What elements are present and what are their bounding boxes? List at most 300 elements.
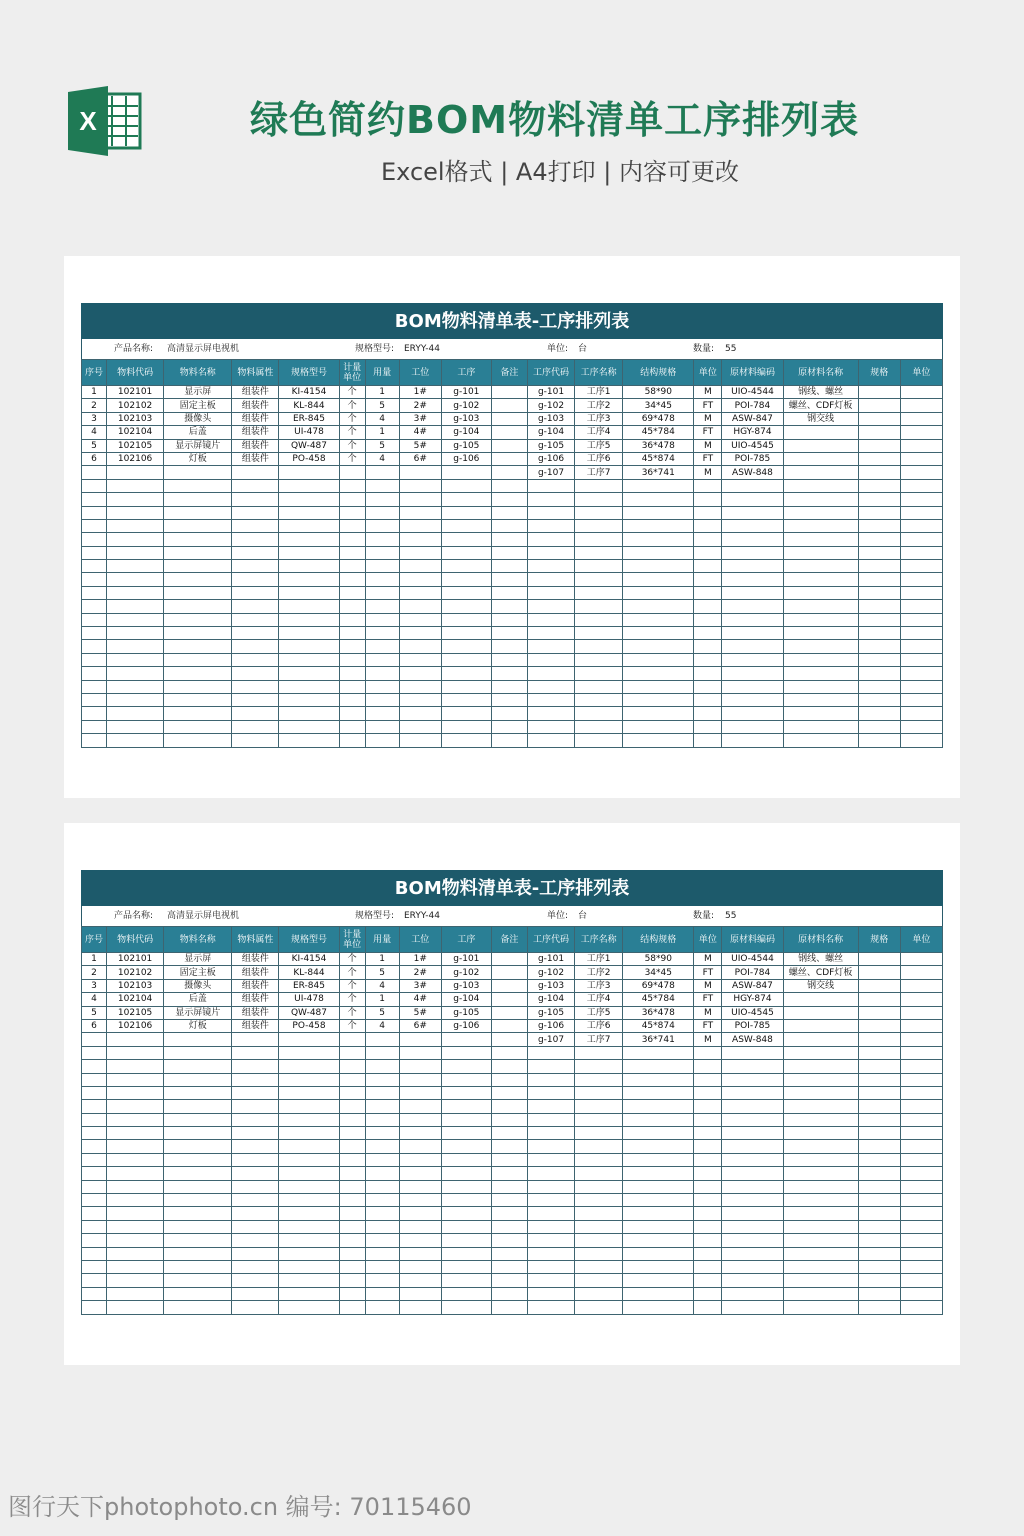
table-cell[interactable] [107,1260,164,1273]
table-cell[interactable] [858,1140,900,1153]
table-cell[interactable] [694,1113,722,1126]
table-cell[interactable] [858,1167,900,1180]
table-cell[interactable]: g-105 [527,439,574,452]
table-cell[interactable] [441,1073,491,1086]
table-cell[interactable] [858,573,900,586]
table-cell[interactable] [107,1287,164,1300]
table-cell[interactable] [623,1234,694,1247]
table-cell[interactable]: 灯板 [164,1019,232,1032]
table-cell[interactable] [82,720,107,733]
table-cell[interactable]: g-102 [441,966,491,979]
table-cell[interactable] [399,533,441,546]
table-cell[interactable] [858,1033,900,1046]
table-cell[interactable] [82,1153,107,1166]
table-cell[interactable] [722,1153,783,1166]
table-cell[interactable] [783,533,858,546]
table-cell[interactable] [527,653,574,666]
table-cell[interactable] [339,1073,365,1086]
table-cell[interactable] [527,546,574,559]
table-cell[interactable]: 6# [399,452,441,465]
table-cell[interactable] [694,1220,722,1233]
table-cell[interactable]: HGY-874 [722,426,783,439]
table-cell[interactable] [491,1127,527,1140]
table-cell[interactable] [858,479,900,492]
table-cell[interactable]: 组装件 [232,966,279,979]
table-cell[interactable] [279,667,339,680]
table-cell[interactable] [527,1301,574,1314]
table-cell[interactable] [399,1207,441,1220]
table-cell[interactable] [232,734,279,747]
table-cell[interactable] [164,1073,232,1086]
table-cell[interactable] [623,1301,694,1314]
table-cell[interactable]: 3# [399,412,441,425]
table-cell[interactable] [164,1287,232,1300]
table-cell[interactable] [527,600,574,613]
table-cell[interactable] [694,1180,722,1193]
table-cell[interactable]: 组装件 [232,386,279,399]
table-cell[interactable]: FT [694,426,722,439]
table-cell[interactable]: 1 [82,386,107,399]
table-cell[interactable] [900,452,942,465]
table-cell[interactable] [722,479,783,492]
table-cell[interactable] [441,1153,491,1166]
table-cell[interactable]: ASW-847 [722,412,783,425]
table-cell[interactable] [339,734,365,747]
table-cell[interactable]: ER-845 [279,979,339,992]
table-cell[interactable]: 钢线、螺丝 [783,953,858,966]
table-cell[interactable] [694,680,722,693]
table-cell[interactable] [279,1113,339,1126]
table-cell[interactable] [491,720,527,733]
table-cell[interactable] [399,1033,441,1046]
table-cell[interactable] [441,1127,491,1140]
table-cell[interactable] [575,653,623,666]
table-cell[interactable]: 个 [339,386,365,399]
table-cell[interactable] [900,439,942,452]
table-cell[interactable] [339,640,365,653]
table-cell[interactable] [232,493,279,506]
table-cell[interactable] [232,1180,279,1193]
table-cell[interactable] [694,1060,722,1073]
table-cell[interactable] [694,533,722,546]
table-cell[interactable] [783,466,858,479]
table-cell[interactable]: 102102 [107,399,164,412]
table-cell[interactable] [491,1113,527,1126]
table-cell[interactable] [491,1194,527,1207]
table-cell[interactable] [279,693,339,706]
table-cell[interactable] [694,627,722,640]
table-cell[interactable] [783,1167,858,1180]
table-cell[interactable] [399,1301,441,1314]
table-cell[interactable]: ER-845 [279,412,339,425]
table-cell[interactable] [82,546,107,559]
table-cell[interactable]: 组装件 [232,1019,279,1032]
table-cell[interactable] [491,734,527,747]
table-cell[interactable] [722,667,783,680]
table-cell[interactable]: 1# [399,953,441,966]
table-cell[interactable] [82,653,107,666]
table-cell[interactable] [783,693,858,706]
table-cell[interactable] [232,680,279,693]
table-cell[interactable] [527,1274,574,1287]
table-cell[interactable]: 5# [399,439,441,452]
table-cell[interactable] [107,1033,164,1046]
table-cell[interactable] [399,1060,441,1073]
table-cell[interactable] [491,1140,527,1153]
table-cell[interactable]: 4# [399,993,441,1006]
table-cell[interactable] [491,1033,527,1046]
table-cell[interactable] [623,600,694,613]
table-cell[interactable] [900,680,942,693]
table-cell[interactable] [107,1194,164,1207]
table-cell[interactable]: 102105 [107,1006,164,1019]
table-cell[interactable] [365,1153,399,1166]
table-cell[interactable] [491,1086,527,1099]
table-cell[interactable] [783,1006,858,1019]
table-cell[interactable] [623,653,694,666]
table-cell[interactable] [399,1046,441,1059]
table-cell[interactable] [900,1073,942,1086]
table-cell[interactable] [441,1194,491,1207]
table-cell[interactable] [232,1127,279,1140]
table-cell[interactable] [900,953,942,966]
table-cell[interactable] [783,452,858,465]
table-cell[interactable] [900,613,942,626]
table-cell[interactable] [575,479,623,492]
table-cell[interactable] [339,1180,365,1193]
table-cell[interactable] [900,1287,942,1300]
table-cell[interactable] [623,506,694,519]
table-cell[interactable] [399,1167,441,1180]
table-cell[interactable]: g-101 [527,953,574,966]
table-cell[interactable]: 工序6 [575,1019,623,1032]
table-cell[interactable]: M [694,1033,722,1046]
table-cell[interactable] [279,1060,339,1073]
table-cell[interactable]: 3 [82,412,107,425]
table-cell[interactable] [107,680,164,693]
table-cell[interactable] [858,399,900,412]
table-cell[interactable]: 3 [82,979,107,992]
table-cell[interactable] [527,1247,574,1260]
table-cell[interactable] [82,1086,107,1099]
table-cell[interactable] [623,586,694,599]
table-cell[interactable]: 组装件 [232,953,279,966]
table-cell[interactable] [399,1113,441,1126]
table-cell[interactable] [82,1207,107,1220]
table-cell[interactable] [279,1046,339,1059]
table-cell[interactable] [232,1153,279,1166]
table-cell[interactable] [783,720,858,733]
table-cell[interactable]: 个 [339,953,365,966]
table-cell[interactable]: 102103 [107,412,164,425]
table-cell[interactable] [232,1033,279,1046]
table-cell[interactable] [279,586,339,599]
table-cell[interactable] [164,1220,232,1233]
table-cell[interactable] [575,1260,623,1273]
table-cell[interactable] [399,1247,441,1260]
table-cell[interactable]: UI-478 [279,993,339,1006]
table-cell[interactable]: 45*874 [623,1019,694,1032]
table-cell[interactable] [575,720,623,733]
table-cell[interactable] [164,1046,232,1059]
table-cell[interactable] [527,533,574,546]
table-cell[interactable] [623,1140,694,1153]
table-cell[interactable] [339,1100,365,1113]
table-cell[interactable] [900,1060,942,1073]
table-cell[interactable]: g-103 [527,979,574,992]
table-cell[interactable] [722,653,783,666]
table-cell[interactable] [82,479,107,492]
table-cell[interactable] [279,1100,339,1113]
table-cell[interactable] [107,1113,164,1126]
table-cell[interactable] [441,546,491,559]
table-cell[interactable]: 组装件 [232,979,279,992]
table-cell[interactable] [783,1060,858,1073]
table-cell[interactable] [399,560,441,573]
table-cell[interactable] [900,426,942,439]
table-cell[interactable] [441,1046,491,1059]
table-cell[interactable]: 个 [339,1006,365,1019]
table-cell[interactable] [491,1220,527,1233]
table-cell[interactable]: g-104 [527,993,574,1006]
table-cell[interactable] [527,1060,574,1073]
table-cell[interactable] [900,734,942,747]
table-cell[interactable]: 个 [339,993,365,1006]
table-cell[interactable] [339,1234,365,1247]
table-cell[interactable] [399,546,441,559]
table-cell[interactable] [858,1127,900,1140]
table-cell[interactable] [107,1220,164,1233]
table-cell[interactable] [694,653,722,666]
table-cell[interactable] [694,573,722,586]
table-cell[interactable]: 1 [365,426,399,439]
table-cell[interactable] [722,546,783,559]
table-cell[interactable] [623,640,694,653]
table-cell[interactable] [527,720,574,733]
table-cell[interactable]: 2# [399,399,441,412]
table-cell[interactable]: g-104 [527,426,574,439]
table-cell[interactable]: 个 [339,399,365,412]
table-cell[interactable] [575,1180,623,1193]
table-cell[interactable] [279,1180,339,1193]
table-cell[interactable]: 3# [399,979,441,992]
table-cell[interactable] [858,1046,900,1059]
table-cell[interactable] [441,1180,491,1193]
table-cell[interactable] [164,1234,232,1247]
table-cell[interactable] [858,466,900,479]
table-cell[interactable]: g-105 [441,439,491,452]
table-cell[interactable] [107,1301,164,1314]
table-cell[interactable] [783,1140,858,1153]
table-cell[interactable]: 显示屏镜片 [164,1006,232,1019]
table-cell[interactable] [339,573,365,586]
table-cell[interactable]: 个 [339,966,365,979]
table-cell[interactable] [279,1073,339,1086]
table-cell[interactable] [575,573,623,586]
table-cell[interactable]: g-103 [441,412,491,425]
table-cell[interactable] [365,1033,399,1046]
table-cell[interactable] [365,720,399,733]
table-cell[interactable] [82,519,107,532]
table-cell[interactable] [527,1046,574,1059]
table-cell[interactable] [491,560,527,573]
table-cell[interactable] [82,1301,107,1314]
table-cell[interactable]: 102103 [107,979,164,992]
table-cell[interactable]: 4# [399,426,441,439]
table-cell[interactable] [365,1046,399,1059]
table-cell[interactable] [164,1260,232,1273]
table-cell[interactable] [107,506,164,519]
table-cell[interactable] [164,1113,232,1126]
table-cell[interactable] [365,1260,399,1273]
table-cell[interactable] [232,1207,279,1220]
table-cell[interactable] [694,479,722,492]
table-cell[interactable]: 工序4 [575,426,623,439]
table-cell[interactable]: 后盖 [164,993,232,1006]
table-cell[interactable] [527,493,574,506]
table-cell[interactable] [694,506,722,519]
table-cell[interactable] [575,1274,623,1287]
table-cell[interactable] [575,586,623,599]
table-cell[interactable] [575,1153,623,1166]
table-cell[interactable] [623,1207,694,1220]
table-cell[interactable] [279,1247,339,1260]
table-cell[interactable] [722,613,783,626]
table-cell[interactable] [694,1100,722,1113]
table-cell[interactable] [858,653,900,666]
table-cell[interactable] [399,693,441,706]
table-cell[interactable] [441,1207,491,1220]
table-cell[interactable]: 摄像头 [164,412,232,425]
table-cell[interactable] [82,667,107,680]
table-cell[interactable] [164,667,232,680]
table-cell[interactable] [527,586,574,599]
table-cell[interactable] [694,1234,722,1247]
table-cell[interactable] [232,519,279,532]
table-cell[interactable] [623,493,694,506]
table-cell[interactable]: 1 [82,953,107,966]
table-cell[interactable] [441,1247,491,1260]
table-cell[interactable] [232,1100,279,1113]
table-cell[interactable]: M [694,412,722,425]
table-cell[interactable]: 4 [82,426,107,439]
table-cell[interactable] [365,734,399,747]
table-cell[interactable]: g-104 [441,993,491,1006]
table-cell[interactable] [339,667,365,680]
table-cell[interactable] [164,573,232,586]
table-cell[interactable] [623,734,694,747]
table-cell[interactable]: ASW-847 [722,979,783,992]
table-cell[interactable] [900,493,942,506]
table-cell[interactable]: 5 [365,399,399,412]
table-cell[interactable] [623,720,694,733]
table-cell[interactable] [441,1140,491,1153]
table-cell[interactable] [900,506,942,519]
table-cell[interactable] [339,546,365,559]
table-cell[interactable] [365,519,399,532]
table-cell[interactable] [527,693,574,706]
table-cell[interactable] [399,586,441,599]
table-cell[interactable] [694,734,722,747]
table-cell[interactable] [527,734,574,747]
table-cell[interactable]: 36*741 [623,1033,694,1046]
table-cell[interactable] [279,519,339,532]
table-cell[interactable] [575,546,623,559]
table-cell[interactable] [694,1207,722,1220]
table-cell[interactable]: KL-844 [279,399,339,412]
table-cell[interactable]: 45*784 [623,426,694,439]
table-cell[interactable] [783,479,858,492]
table-cell[interactable] [82,1234,107,1247]
table-cell[interactable] [527,627,574,640]
table-cell[interactable]: g-106 [527,452,574,465]
table-cell[interactable] [623,667,694,680]
table-cell[interactable] [783,560,858,573]
table-cell[interactable] [339,1033,365,1046]
table-cell[interactable] [575,627,623,640]
table-cell[interactable] [900,1260,942,1273]
table-cell[interactable] [365,613,399,626]
table-cell[interactable] [232,1140,279,1153]
table-cell[interactable] [623,627,694,640]
table-cell[interactable] [441,466,491,479]
table-cell[interactable] [441,573,491,586]
table-cell[interactable]: 1 [365,993,399,1006]
table-cell[interactable]: 102101 [107,953,164,966]
table-cell[interactable] [858,1234,900,1247]
table-cell[interactable] [900,1180,942,1193]
table-cell[interactable] [527,479,574,492]
table-cell[interactable] [491,1287,527,1300]
table-cell[interactable] [232,546,279,559]
table-cell[interactable]: 组装件 [232,993,279,1006]
table-cell[interactable] [783,1153,858,1166]
table-cell[interactable]: g-107 [527,466,574,479]
table-cell[interactable] [279,1260,339,1273]
table-cell[interactable] [279,1207,339,1220]
table-cell[interactable] [722,1167,783,1180]
table-cell[interactable] [900,1167,942,1180]
table-cell[interactable]: 5 [365,439,399,452]
table-cell[interactable] [575,1234,623,1247]
table-cell[interactable] [491,466,527,479]
table-cell[interactable] [339,1287,365,1300]
table-cell[interactable] [82,693,107,706]
table-cell[interactable]: 组装件 [232,399,279,412]
table-cell[interactable] [491,426,527,439]
table-cell[interactable] [164,1194,232,1207]
table-cell[interactable] [339,720,365,733]
table-cell[interactable] [491,979,527,992]
table-cell[interactable] [232,1234,279,1247]
table-cell[interactable] [107,693,164,706]
table-cell[interactable] [365,1220,399,1233]
table-cell[interactable] [82,1180,107,1193]
table-cell[interactable] [623,1127,694,1140]
table-cell[interactable] [82,466,107,479]
table-cell[interactable] [279,1234,339,1247]
table-cell[interactable] [491,533,527,546]
table-cell[interactable] [858,1073,900,1086]
table-cell[interactable] [722,720,783,733]
table-cell[interactable] [164,1207,232,1220]
table-cell[interactable] [441,1113,491,1126]
table-cell[interactable] [491,1006,527,1019]
table-cell[interactable] [900,966,942,979]
table-cell[interactable] [164,627,232,640]
table-cell[interactable]: 螺丝、CDF灯板 [783,966,858,979]
table-cell[interactable] [858,600,900,613]
